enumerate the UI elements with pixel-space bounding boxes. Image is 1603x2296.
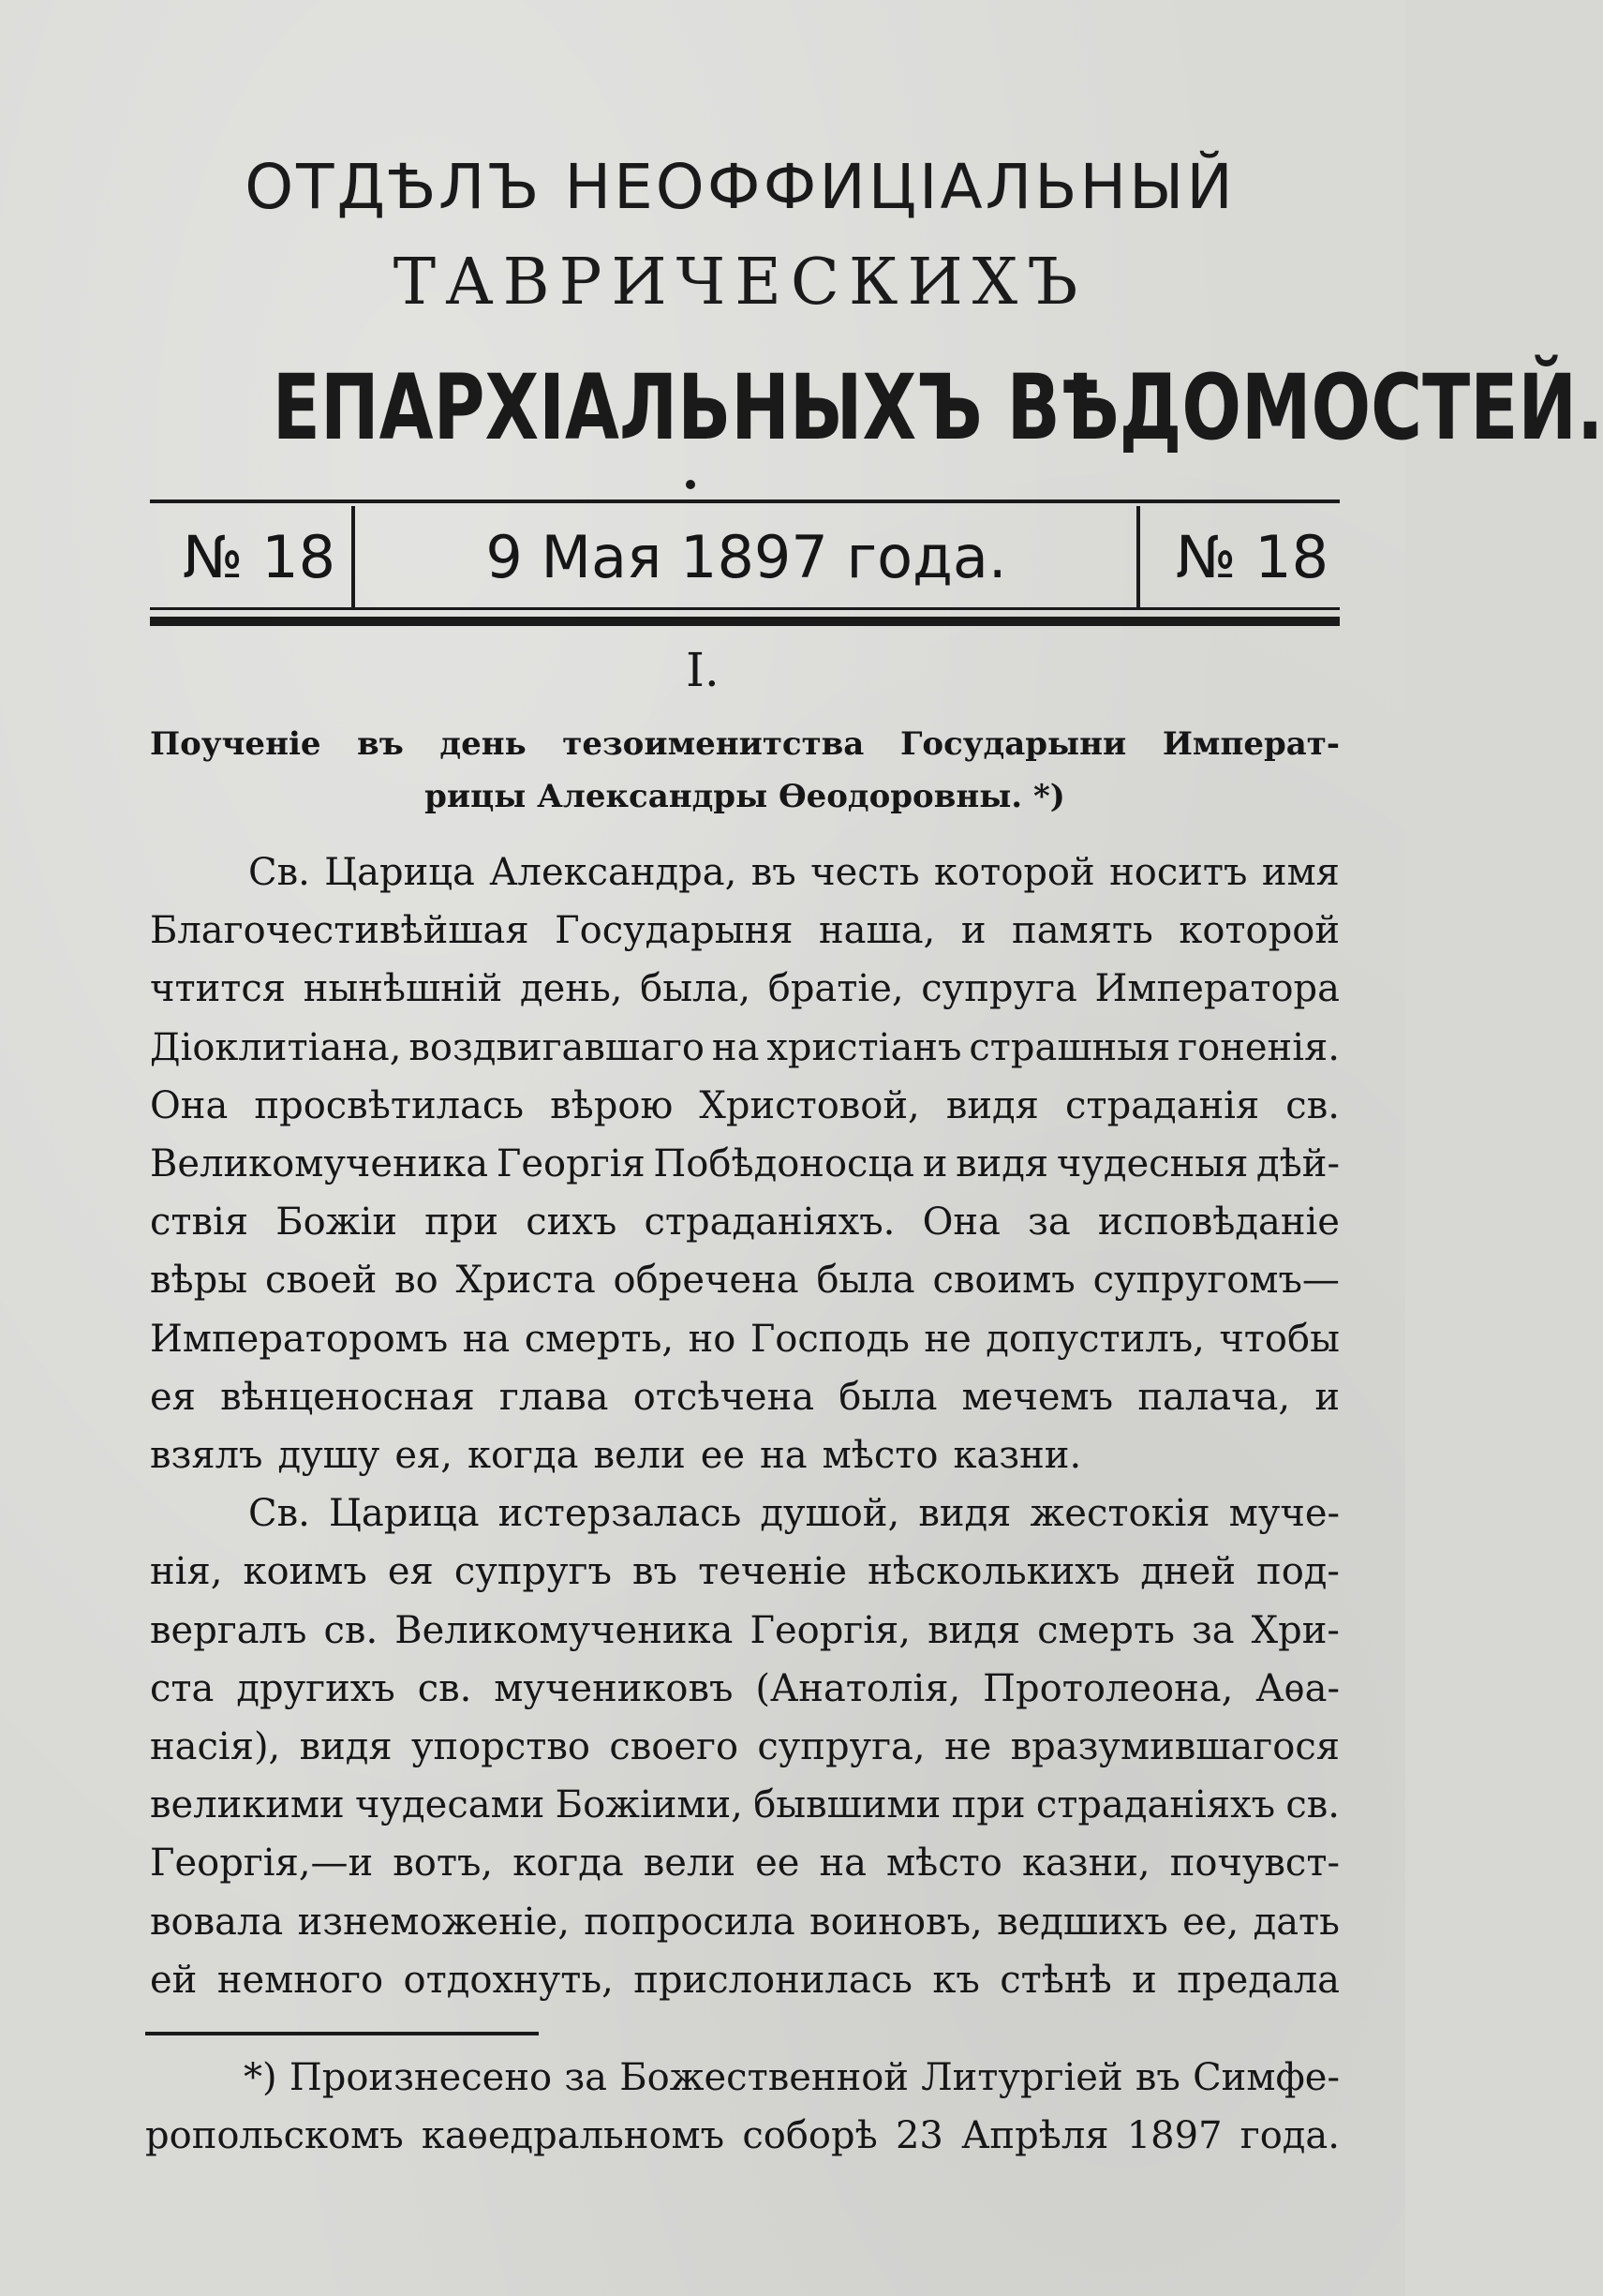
word: Побѣдоносца bbox=[653, 1142, 915, 1185]
text-line bbox=[150, 1019, 1340, 1077]
word: видя bbox=[299, 1725, 393, 1768]
article-title-line-1 bbox=[150, 718, 1340, 770]
word: страданіяхъ. bbox=[644, 1200, 896, 1245]
text-line bbox=[150, 1077, 1340, 1135]
text-line bbox=[150, 902, 1340, 960]
word: коимъ bbox=[243, 1550, 367, 1594]
word: за bbox=[1028, 1200, 1071, 1245]
word: была, bbox=[640, 967, 751, 1011]
word: за bbox=[1191, 1608, 1235, 1652]
header-bottom-rule-thick bbox=[150, 617, 1340, 626]
word: Императора bbox=[1094, 967, 1340, 1011]
text-line bbox=[150, 1834, 1340, 1892]
word: упорство bbox=[410, 1725, 590, 1768]
word: на bbox=[711, 1025, 760, 1069]
text-line bbox=[150, 1135, 1340, 1193]
word: на bbox=[819, 1841, 867, 1886]
header-top-rule bbox=[150, 499, 1340, 503]
masthead-line-1: ОТДѢЛЪ НЕОФФИЦІАЛЬНЫЙ bbox=[245, 151, 1236, 223]
word: супруга bbox=[921, 967, 1077, 1011]
word: Великомученика bbox=[150, 1142, 489, 1185]
word: под- bbox=[1256, 1550, 1340, 1594]
word: душу bbox=[277, 1434, 380, 1477]
title-word: Государыни bbox=[899, 725, 1127, 763]
word: ствія bbox=[150, 1200, 249, 1245]
word: взялъ bbox=[150, 1434, 263, 1477]
word: супругъ bbox=[453, 1550, 612, 1594]
word: гоненія. bbox=[1178, 1025, 1340, 1069]
word: сихъ bbox=[526, 1200, 617, 1245]
word: св. bbox=[1285, 1083, 1340, 1127]
word: соборѣ bbox=[742, 2114, 878, 2157]
word: ее bbox=[700, 1434, 746, 1477]
word: страданіяхъ bbox=[1035, 1783, 1276, 1827]
word: мучениковъ bbox=[494, 1666, 734, 1710]
word: теченіе bbox=[698, 1550, 848, 1594]
header-bottom-rule-thin bbox=[150, 607, 1340, 610]
word: за bbox=[564, 2056, 607, 2099]
masthead-line-2: ТАВРИЧЕСКИХЪ bbox=[393, 246, 1088, 320]
word: на bbox=[462, 1317, 511, 1361]
word: братіе, bbox=[767, 967, 904, 1011]
word: ее bbox=[755, 1841, 800, 1886]
word: супругомъ— bbox=[1092, 1259, 1340, 1303]
word: другихъ bbox=[236, 1666, 395, 1710]
word: видя bbox=[928, 1608, 1021, 1652]
word: вотъ, bbox=[393, 1841, 494, 1886]
word: своимъ bbox=[932, 1259, 1076, 1303]
word: и bbox=[1314, 1375, 1340, 1419]
word: нынѣшній bbox=[303, 967, 503, 1011]
word: когда bbox=[512, 1841, 624, 1886]
word: вергалъ bbox=[150, 1608, 307, 1652]
word: вѣрою bbox=[550, 1083, 674, 1127]
text-line bbox=[150, 1893, 1340, 1951]
word: ее, bbox=[1182, 1900, 1239, 1944]
title-word: въ bbox=[357, 725, 404, 763]
footnote-line bbox=[244, 2049, 1340, 2107]
word: вѣнценосная bbox=[220, 1375, 475, 1419]
article-title-line-2: рицы Александры Өеодоровны. *) bbox=[424, 778, 1065, 815]
word: 23 bbox=[895, 2114, 943, 2157]
word: христіанъ bbox=[766, 1025, 962, 1069]
word: ропольскомъ bbox=[145, 2114, 404, 2157]
word: которой bbox=[1179, 909, 1340, 953]
word: ей bbox=[150, 1958, 198, 2002]
text-line bbox=[248, 843, 1340, 902]
word: Произнесено bbox=[289, 2056, 553, 2099]
word: Христовой, bbox=[699, 1083, 920, 1127]
word: и bbox=[922, 1142, 948, 1185]
header-divider-left bbox=[351, 506, 355, 607]
word: Божіи bbox=[275, 1200, 397, 1245]
word: супруга, bbox=[757, 1725, 926, 1768]
word: къ bbox=[932, 1958, 980, 2002]
word: ея, bbox=[394, 1434, 453, 1477]
word: Апрѣля bbox=[961, 2114, 1109, 2157]
word: Государыня bbox=[555, 909, 794, 953]
issue-date: 9 Мая 1897 года. bbox=[485, 523, 1007, 591]
word: въ bbox=[750, 851, 796, 894]
word: ея bbox=[150, 1375, 196, 1419]
word: чудесныя bbox=[1056, 1142, 1249, 1185]
word: видя bbox=[956, 1142, 1049, 1185]
word: Божіими, bbox=[555, 1783, 743, 1827]
word: при bbox=[424, 1200, 499, 1245]
word: *) bbox=[244, 2056, 277, 2099]
word: не bbox=[924, 1317, 972, 1361]
text-line bbox=[150, 1543, 1340, 1601]
word: при bbox=[951, 1783, 1026, 1827]
word: дѣй- bbox=[1256, 1142, 1340, 1185]
word: св. bbox=[1285, 1783, 1340, 1827]
word: Св. bbox=[248, 1492, 310, 1536]
word: смерть bbox=[1037, 1608, 1175, 1652]
word: во bbox=[394, 1259, 438, 1303]
word: глава bbox=[498, 1375, 609, 1419]
word: въ bbox=[632, 1550, 677, 1594]
word: честь bbox=[810, 851, 920, 894]
word: мѣсто bbox=[886, 1841, 1002, 1886]
word: почувст- bbox=[1169, 1841, 1340, 1886]
title-word: Поученіе bbox=[150, 725, 321, 763]
word: страданія bbox=[1065, 1083, 1260, 1127]
word: когда bbox=[467, 1434, 579, 1477]
word: предала bbox=[1177, 1958, 1340, 2002]
word: чтится bbox=[150, 967, 286, 1011]
word: Царица bbox=[324, 851, 475, 894]
word: Протолеона, bbox=[983, 1666, 1234, 1710]
text-line bbox=[150, 1426, 1340, 1484]
text-line bbox=[150, 1718, 1340, 1776]
word: и bbox=[960, 909, 987, 953]
word: отсѣчена bbox=[632, 1375, 815, 1419]
text-line bbox=[150, 1368, 1340, 1426]
word: наша, bbox=[819, 909, 936, 953]
word: видя bbox=[945, 1083, 1039, 1127]
text-line bbox=[150, 1951, 1340, 2009]
word: воиновъ, bbox=[809, 1900, 983, 1944]
word: Александра, bbox=[489, 851, 737, 894]
word: 1897 bbox=[1126, 2114, 1223, 2157]
word: Христа bbox=[455, 1259, 596, 1303]
footnote-line bbox=[145, 2107, 1340, 2165]
word: обречена bbox=[613, 1259, 799, 1303]
word: которой bbox=[934, 851, 1095, 894]
word: вѣры bbox=[150, 1259, 248, 1303]
word: каѳедральномъ bbox=[421, 2114, 725, 2157]
word: Георгія, bbox=[750, 1608, 911, 1652]
word: ста bbox=[150, 1666, 215, 1710]
section-number: I. bbox=[686, 643, 720, 697]
issue-number-right: № 18 bbox=[1176, 523, 1329, 591]
word: вразумившагося bbox=[1010, 1725, 1340, 1768]
title-word: день bbox=[439, 725, 527, 763]
word: чтобы bbox=[1219, 1317, 1340, 1361]
word: видя bbox=[918, 1492, 1012, 1536]
word: мѣсто bbox=[822, 1434, 939, 1477]
word: изнеможеніе, bbox=[297, 1900, 570, 1944]
word: память bbox=[1012, 909, 1153, 953]
word: Великомученика bbox=[394, 1608, 734, 1652]
word: Хри- bbox=[1251, 1608, 1340, 1652]
word: Она bbox=[150, 1083, 229, 1127]
word: носитъ bbox=[1109, 851, 1248, 894]
word: на bbox=[760, 1434, 808, 1477]
word: Благочестивѣйшая bbox=[150, 909, 529, 953]
word: Она bbox=[922, 1200, 1001, 1245]
text-line bbox=[150, 1602, 1340, 1660]
word: великими bbox=[150, 1783, 345, 1827]
word: вовала bbox=[150, 1900, 284, 1944]
word: отдохнуть, bbox=[403, 1958, 614, 2002]
word: муче- bbox=[1228, 1492, 1340, 1536]
issue-number-left: № 18 bbox=[183, 523, 336, 591]
word: и bbox=[1132, 1958, 1157, 2002]
word: Георгія,—и bbox=[150, 1841, 374, 1886]
word: душой, bbox=[760, 1492, 900, 1536]
word: мечемъ bbox=[961, 1375, 1114, 1419]
word: просвѣтилась bbox=[254, 1083, 525, 1127]
text-line bbox=[150, 1251, 1340, 1309]
word: чудесами bbox=[355, 1783, 545, 1827]
word: допустилъ, bbox=[986, 1317, 1205, 1361]
word: исповѣданіе bbox=[1097, 1200, 1340, 1245]
header-divider-right bbox=[1136, 506, 1140, 607]
text-line bbox=[150, 1310, 1340, 1368]
word: бывшими bbox=[753, 1783, 942, 1827]
word: дать bbox=[1253, 1900, 1340, 1944]
word: нѣсколькихъ bbox=[868, 1550, 1121, 1594]
word: ея bbox=[387, 1550, 434, 1594]
word: казни, bbox=[1021, 1841, 1150, 1886]
word: своей bbox=[264, 1259, 378, 1303]
text-line bbox=[150, 1193, 1340, 1251]
footnote-rule bbox=[145, 2032, 539, 2035]
ornament-dot bbox=[686, 480, 695, 489]
word: стѣнѣ bbox=[1000, 1958, 1112, 2002]
word: года. bbox=[1239, 2114, 1340, 2157]
word: воздвигавшаго bbox=[408, 1025, 705, 1069]
word: имя bbox=[1261, 851, 1340, 894]
word: нія, bbox=[150, 1550, 223, 1594]
word: Св. bbox=[248, 851, 310, 894]
word: но bbox=[688, 1317, 736, 1361]
word: страшныя bbox=[969, 1025, 1171, 1069]
masthead-line-3: ЕПАРХІАЛЬНЫХЪ ВѢДОМОСТЕЙ. bbox=[272, 355, 1603, 460]
word: Божественной bbox=[619, 2056, 909, 2099]
word: св. bbox=[417, 1666, 472, 1710]
word: (Анатолія, bbox=[755, 1666, 961, 1710]
word: палача, bbox=[1137, 1375, 1291, 1419]
word: Симфе- bbox=[1193, 2056, 1340, 2099]
word: Литургіей bbox=[921, 2056, 1123, 2099]
word: прислонилась bbox=[633, 1958, 913, 2002]
word: была bbox=[816, 1259, 915, 1303]
word: насія), bbox=[150, 1725, 281, 1768]
word: не bbox=[943, 1725, 992, 1768]
title-word: Императ- bbox=[1162, 725, 1340, 763]
word: была bbox=[839, 1375, 938, 1419]
word: Господь bbox=[750, 1317, 910, 1361]
word: немного bbox=[216, 1958, 384, 2002]
word: день, bbox=[519, 967, 623, 1011]
text-line bbox=[248, 1484, 1340, 1543]
word: въ bbox=[1135, 2056, 1180, 2099]
word: жестокія bbox=[1030, 1492, 1210, 1536]
word: Царица bbox=[328, 1492, 480, 1536]
text-line bbox=[150, 1776, 1340, 1834]
word: попросила bbox=[584, 1900, 795, 1944]
word: смерть, bbox=[524, 1317, 675, 1361]
word: истерзалась bbox=[497, 1492, 742, 1536]
text-line bbox=[150, 960, 1340, 1018]
word: вели bbox=[643, 1841, 736, 1886]
word: ведшихъ bbox=[997, 1900, 1168, 1944]
word: своего bbox=[609, 1725, 739, 1768]
word: Діоклитіана, bbox=[150, 1025, 402, 1069]
word: св. bbox=[323, 1608, 378, 1652]
word: Аѳа- bbox=[1255, 1666, 1340, 1710]
word: дней bbox=[1140, 1550, 1236, 1594]
word: Императоромъ bbox=[150, 1317, 449, 1361]
title-word: тезоименитства bbox=[562, 725, 865, 763]
word: казни. bbox=[953, 1434, 1082, 1477]
word: Георгія bbox=[496, 1142, 646, 1185]
word: вели bbox=[593, 1434, 686, 1477]
text-line bbox=[150, 1660, 1340, 1718]
